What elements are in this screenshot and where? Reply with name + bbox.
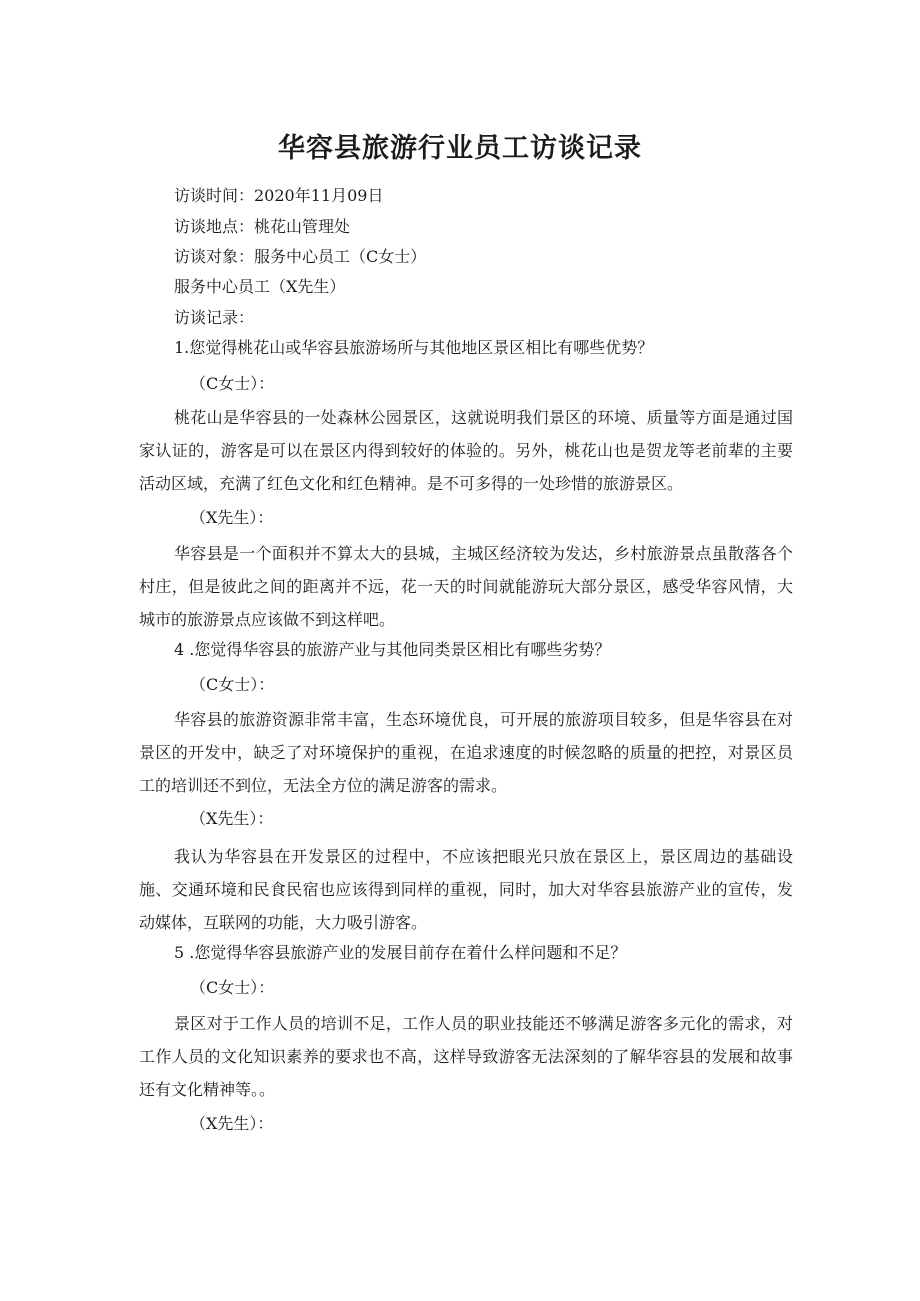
answer-paragraph: 桃花山是华容县的一处森林公园景区，这就说明我们景区的环境、质量等方面是通过国家认证的，游客是可以在景区内得到较好的体验的。另外，桃花山也是贺龙等老前辈的主要活动区域，充满了红色文化和红色精神。是不可多得的一处珍惜的旅游景区。 <box>139 408 793 493</box>
question-1: 1.您觉得桃花山或华容县旅游场所与其他地区景区相比有哪些优势？ <box>174 338 654 357</box>
interview-place: 访谈地点：桃花山管理处 <box>174 217 351 236</box>
speaker-label: （X先生）： <box>190 508 274 527</box>
interview-subject-2: 服务中心员工（X先生） <box>174 277 346 296</box>
answer-paragraph: 华容县的旅游资源非常丰富，生态环境优良，可开展的旅游项目较多，但是华容县在对景区的开发中，缺乏了对环境保护的重视，在追求速度的时候忽略的质量的把控，对景区员工的培训还不到位，无法全方位的满足游客的需求。 <box>139 710 793 795</box>
question-5: 5 .您觉得华容县旅游产业的发展目前存在着什么样问题和不足？ <box>174 943 627 962</box>
speaker-label: （C女士）： <box>190 675 275 694</box>
interview-time: 访谈时间：2020年11月09日 <box>174 186 384 205</box>
answer-paragraph: 景区对于工作人员的培训不足，工作人员的职业技能还不够满足游客多元化的需求，对工作人员的文化知识素养的要求也不高，这样导致游客无法深刻的了解华容县的发展和故事还有文化精神等。。 <box>139 1014 793 1099</box>
speaker-label: （X先生）： <box>190 809 274 828</box>
document-title: 华容县旅游行业员工访谈记录 <box>278 133 642 164</box>
speaker-label: （X先生）： <box>190 1114 274 1133</box>
speaker-label: （C女士）： <box>190 978 275 997</box>
answer-paragraph: 华容县是一个面积并不算太大的县城，主城区经济较为发达，乡村旅游景点虽散落各个村庄，但是彼此之间的距离并不远，花一天的时间就能游玩大部分景区，感受华容风情，大城市的旅游景点应该做不到这样吧。 <box>139 544 793 629</box>
interview-subject-1: 访谈对象：服务中心员工（C女士） <box>174 247 427 266</box>
speaker-label: （C女士）： <box>190 374 275 393</box>
interview-record-label: 访谈记录： <box>174 308 255 327</box>
answer-paragraph: 我认为华容县在开发景区的过程中，不应该把眼光只放在景区上，景区周边的基础设施、交通环境和民食民宿也应该得到同样的重视，同时，加大对华容县旅游产业的宣传，发动媒体，互联网的功能，大力吸引游客。 <box>139 847 793 932</box>
question-4: 4 .您觉得华容县的旅游产业与其他同类景区相比有哪些劣势？ <box>174 640 611 659</box>
